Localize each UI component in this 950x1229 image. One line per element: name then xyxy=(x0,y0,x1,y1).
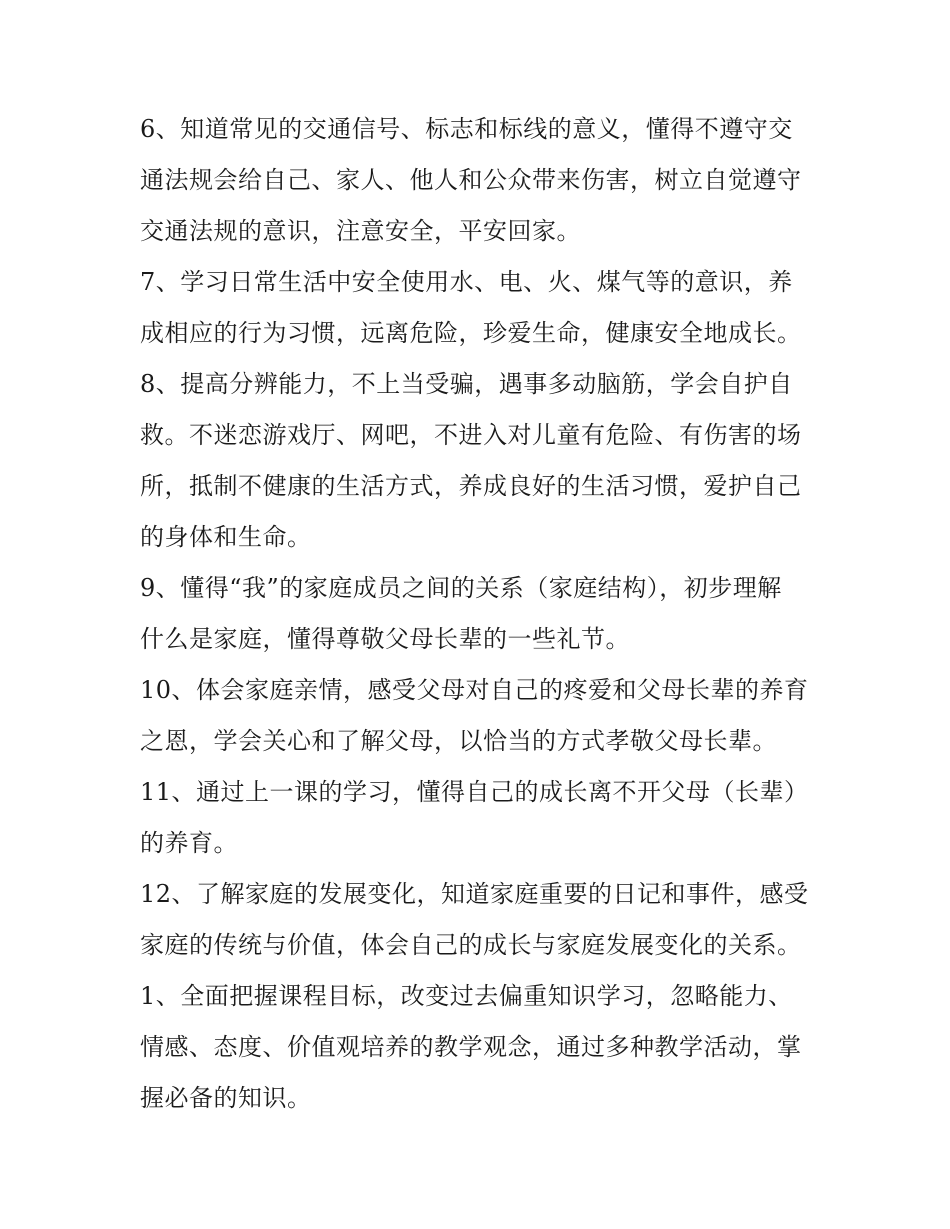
text-line: 救。不迷恋游戏厅、网吧，不进入对儿童有危险、有伤害的场 xyxy=(140,421,802,449)
text-line: 情感、态度、价值观培养的教学观念，通过多种教学活动，掌 xyxy=(140,1033,802,1061)
text-line: 10、体会家庭亲情，感受父母对自己的疼爱和父母长辈的养育 xyxy=(140,676,809,704)
text-line: 的身体和生命。 xyxy=(140,523,312,551)
text-line: 6、知道常见的交通信号、标志和标线的意义，懂得不遵守交 xyxy=(140,115,793,143)
text-line: 的养育。 xyxy=(140,829,238,857)
text-line: 8、提高分辨能力，不上当受骗，遇事多动脑筋，学会自护自 xyxy=(140,370,793,398)
text-line: 之恩，学会关心和了解父母，以恰当的方式孝敬父母长辈。 xyxy=(140,727,777,755)
text-line: 通法规会给自己、家人、他人和公众带来伤害，树立自觉遵守 xyxy=(140,166,802,194)
text-line: 家庭的传统与价值，体会自己的成长与家庭发展变化的关系。 xyxy=(140,931,802,959)
text-line: 所，抵制不健康的生活方式，养成良好的生活习惯，爱护自己 xyxy=(140,472,802,500)
text-line: 成相应的行为习惯，远离危险，珍爱生命，健康安全地成长。 xyxy=(140,319,802,347)
text-line: 什么是家庭，懂得尊敬父母长辈的一些礼节。 xyxy=(140,625,630,653)
text-line: 握必备的知识。 xyxy=(140,1084,312,1112)
text-line: 交通法规的意识，注意安全，平安回家。 xyxy=(140,217,581,245)
text-line: 12、了解家庭的发展变化，知道家庭重要的日记和事件，感受 xyxy=(140,880,809,908)
text-line: 9、懂得“我”的家庭成员之间的关系（家庭结构），初步理解 xyxy=(140,574,782,602)
text-line: 11、通过上一课的学习，懂得自己的成长离不开父母（长辈） xyxy=(140,778,809,806)
text-line: 7、学习日常生活中安全使用水、电、火、煤气等的意识，养 xyxy=(140,268,793,296)
text-line: 1、全面把握课程目标，改变过去偏重知识学习，忽略能力、 xyxy=(140,982,793,1010)
document-body xyxy=(140,104,820,1124)
